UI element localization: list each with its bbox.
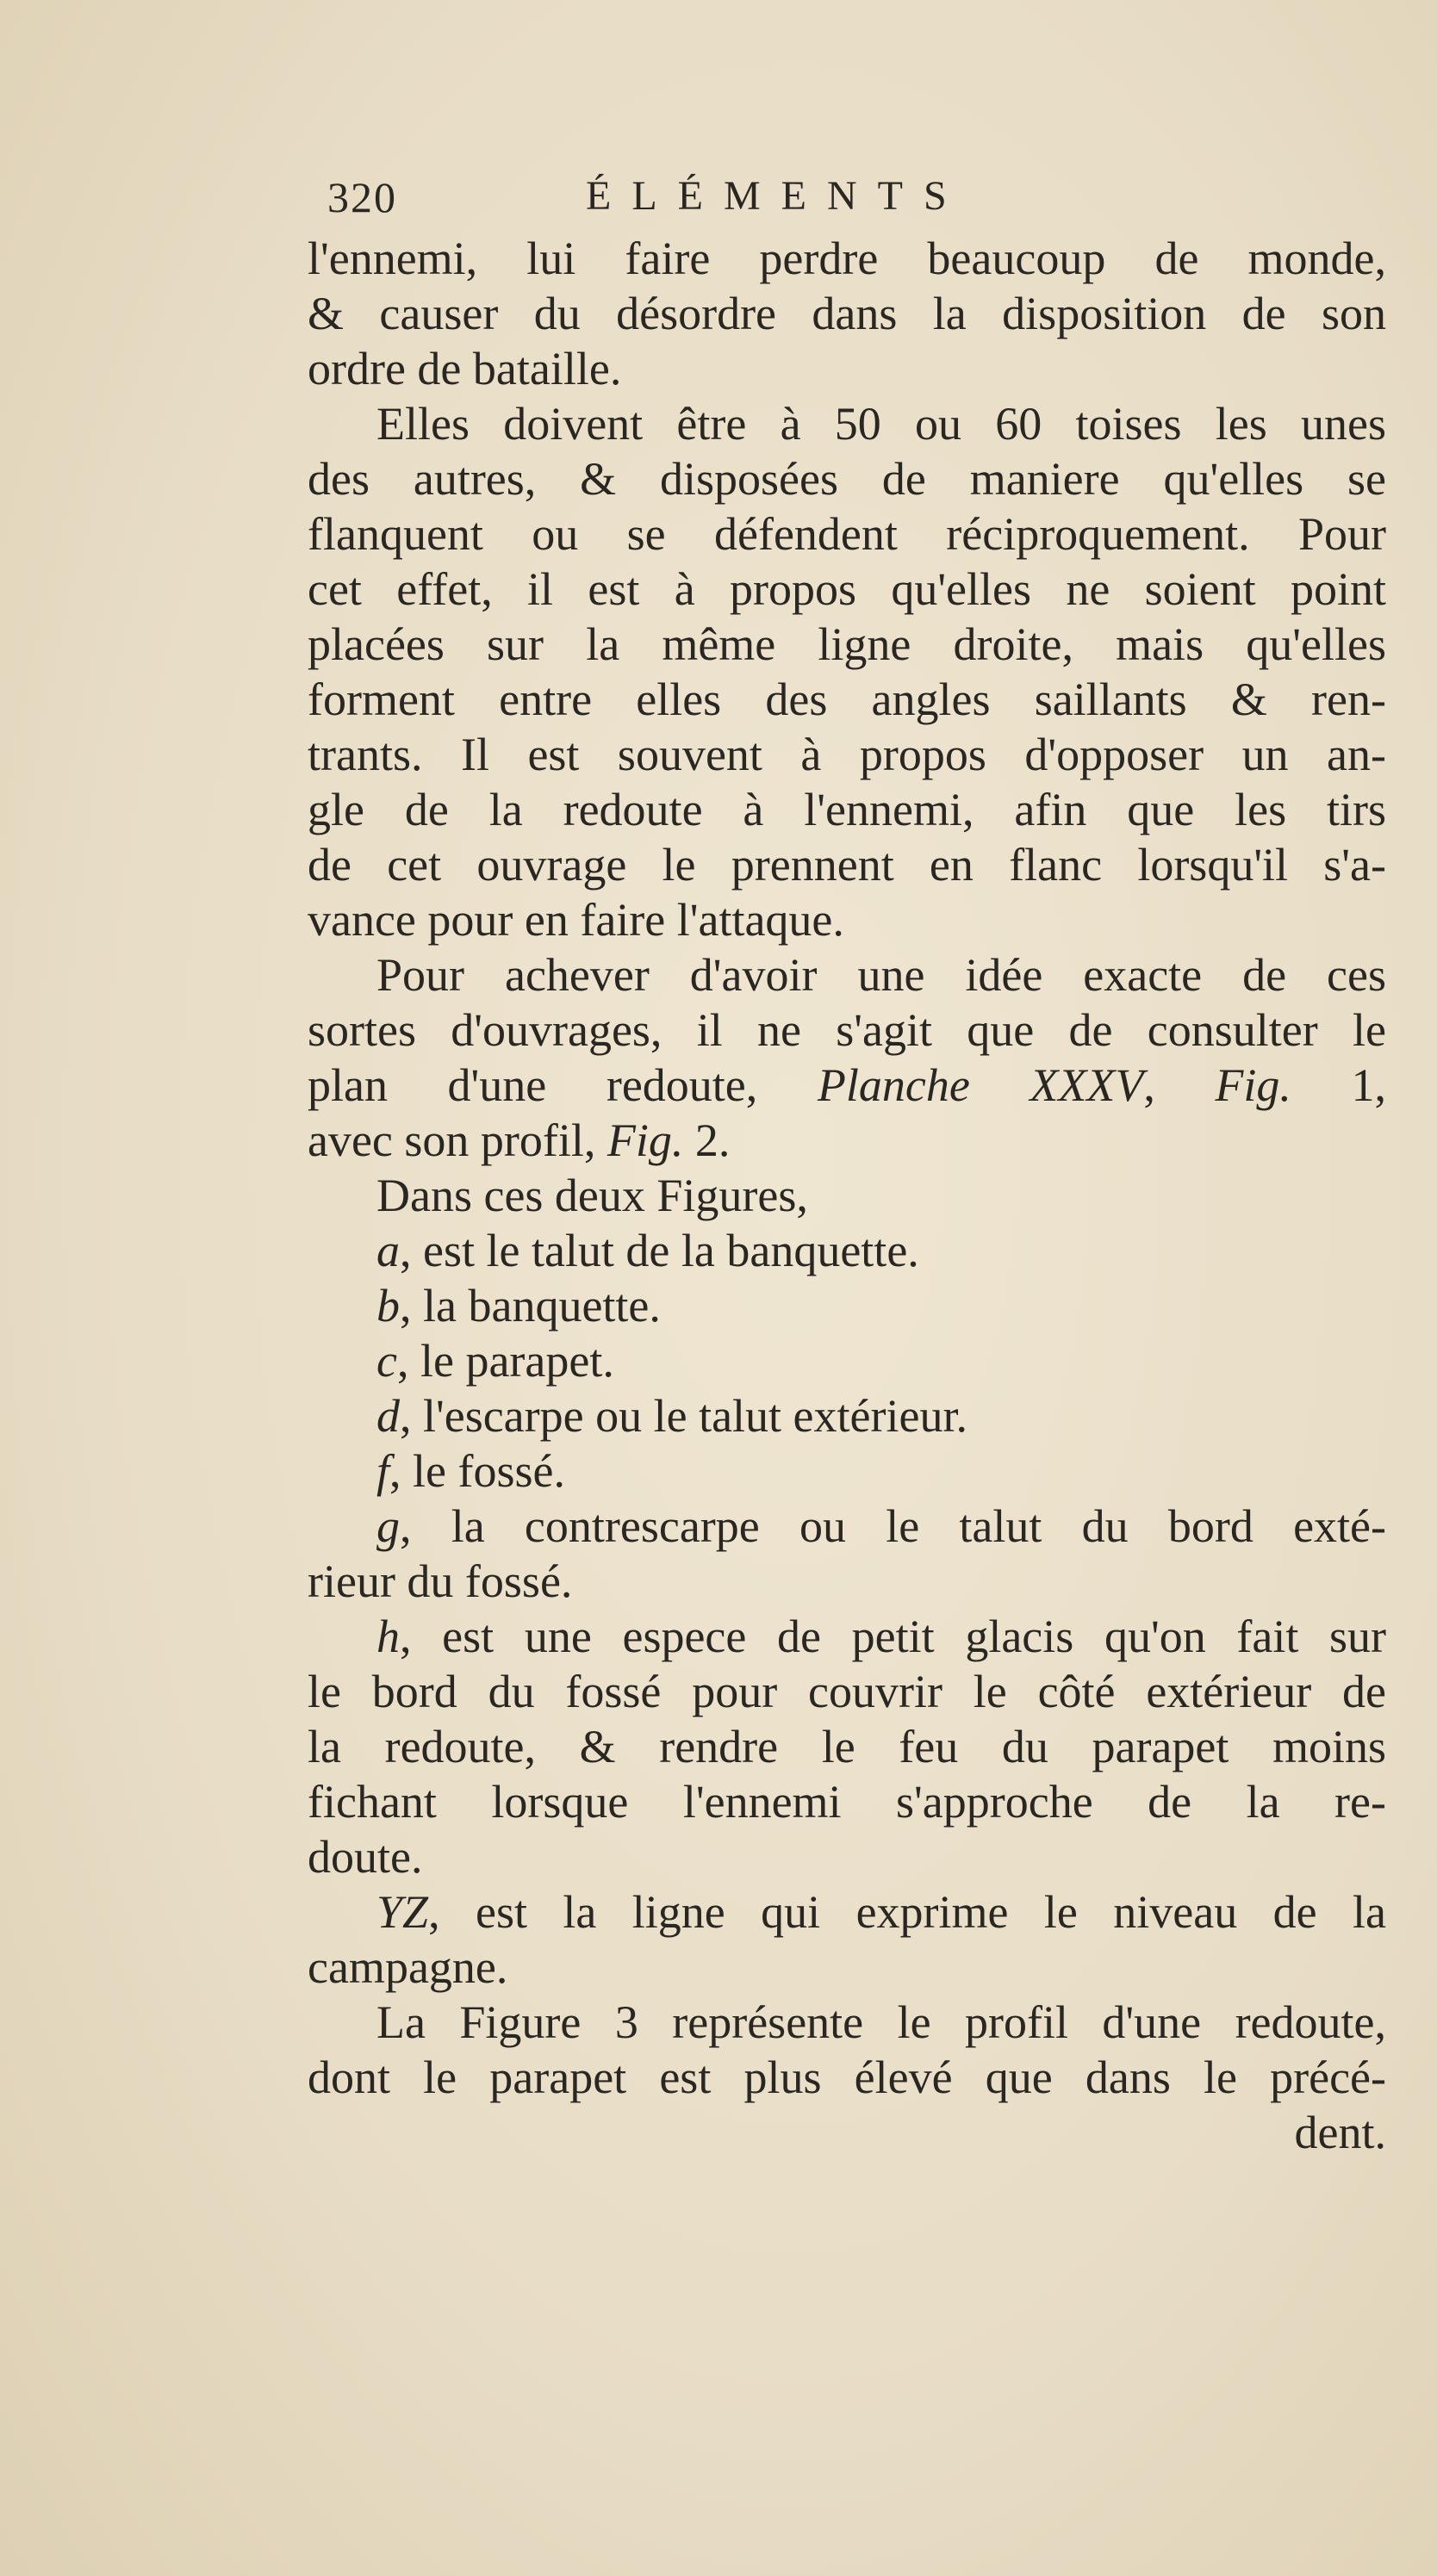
italic-text: d xyxy=(376,1390,400,1442)
text-line: campagne. xyxy=(308,1941,508,1993)
text-span: , le fossé. xyxy=(389,1445,565,1497)
text-span: 2. xyxy=(683,1114,731,1166)
page-number: 320 xyxy=(327,173,397,221)
text-span: plan d'une redoute, xyxy=(308,1059,818,1111)
text-line: des autres, & disposées de maniere qu'elles se xyxy=(308,453,1386,505)
text-span: , est le talut de la banquette. xyxy=(400,1225,919,1276)
text-line: dont le parapet est plus élevé que dans le précé- xyxy=(308,2051,1386,2103)
text-span: , xyxy=(1143,1059,1216,1111)
text-line: de cet ouvrage le prennent en flanc lorsqu'il s'a- xyxy=(308,839,1386,891)
text-line xyxy=(308,1058,1386,1113)
text-line: Elles doivent être à 50 ou 60 toises les unes xyxy=(376,398,1386,450)
text-line xyxy=(308,1443,1386,1499)
text-line: forment entre elles des angles saillants & ren- xyxy=(308,673,1386,725)
text-line: flanquent ou se défendent réciproquement. Pour xyxy=(308,508,1386,560)
italic-text: h xyxy=(376,1611,400,1662)
text-line: la redoute, & rendre le feu du parapet moins xyxy=(308,1721,1386,1772)
text-span: , est une espece de petit glacis qu'on fait sur xyxy=(400,1611,1386,1662)
italic-text: g xyxy=(376,1500,400,1552)
italic-text: YZ xyxy=(376,1886,429,1938)
italic-text: Planche XXXV xyxy=(817,1059,1144,1111)
text-line: doute. xyxy=(308,1831,423,1883)
italic-text: c xyxy=(376,1335,397,1387)
text-line: Pour achever d'avoir une idée exacte de ces xyxy=(376,949,1386,1001)
text-line xyxy=(308,1499,1386,1554)
italic-text: b xyxy=(376,1280,400,1331)
text-line xyxy=(308,1333,1386,1388)
text-line xyxy=(308,1223,1386,1278)
text-line: rieur du fossé. xyxy=(308,1555,573,1607)
text-line: le bord du fossé pour couvrir le côté extérieur de xyxy=(308,1666,1386,1717)
text-span: , l'escarpe ou le talut extérieur. xyxy=(400,1390,967,1442)
running-head: ÉLÉMENTS xyxy=(586,173,967,219)
text-span: , est la ligne qui exprime le niveau de la xyxy=(428,1886,1386,1938)
text-line xyxy=(308,1884,1386,1940)
text-span: , la contrescarpe ou le talut du bord exté- xyxy=(400,1500,1386,1552)
text-line: gle de la redoute à l'ennemi, afin que les tirs xyxy=(308,784,1386,835)
text-line: Dans ces deux Figures, xyxy=(376,1170,808,1221)
text-span: avec son profil, xyxy=(308,1114,607,1166)
text-line xyxy=(308,1609,1386,1664)
text-line: ordre de bataille. xyxy=(308,343,622,394)
page-header xyxy=(327,172,1086,233)
italic-text: Fig. xyxy=(607,1114,684,1166)
italic-text: f xyxy=(376,1445,390,1497)
text-line xyxy=(308,1388,1386,1443)
text-line: & causer du désordre dans la disposition de son xyxy=(308,288,1386,339)
body-text xyxy=(308,231,1386,2160)
text-line: vance pour en faire l'attaque. xyxy=(308,894,844,946)
text-line: placées sur la même ligne droite, mais qu'elles xyxy=(308,618,1386,670)
text-span: , le parapet. xyxy=(396,1335,614,1387)
italic-text: Fig. xyxy=(1215,1059,1291,1111)
text-line: trants. Il est souvent à propos d'opposer un an- xyxy=(308,729,1386,780)
text-span: 1, xyxy=(1291,1059,1387,1111)
text-line xyxy=(308,1113,1386,1168)
text-span: , la banquette. xyxy=(400,1280,661,1331)
text-line: fichant lorsque l'ennemi s'approche de la re- xyxy=(308,1776,1386,1828)
text-line: sortes d'ouvrages, il ne s'agit que de consulter le xyxy=(308,1004,1386,1056)
text-line xyxy=(308,1278,1386,1333)
italic-text: a xyxy=(376,1225,400,1276)
text-line: dent. xyxy=(1294,2107,1386,2158)
text-line: La Figure 3 représente le profil d'une redoute, xyxy=(376,1996,1386,2048)
text-line: cet effet, il est à propos qu'elles ne soient point xyxy=(308,563,1386,615)
text-line: l'ennemi, lui faire perdre beaucoup de monde, xyxy=(308,233,1386,284)
